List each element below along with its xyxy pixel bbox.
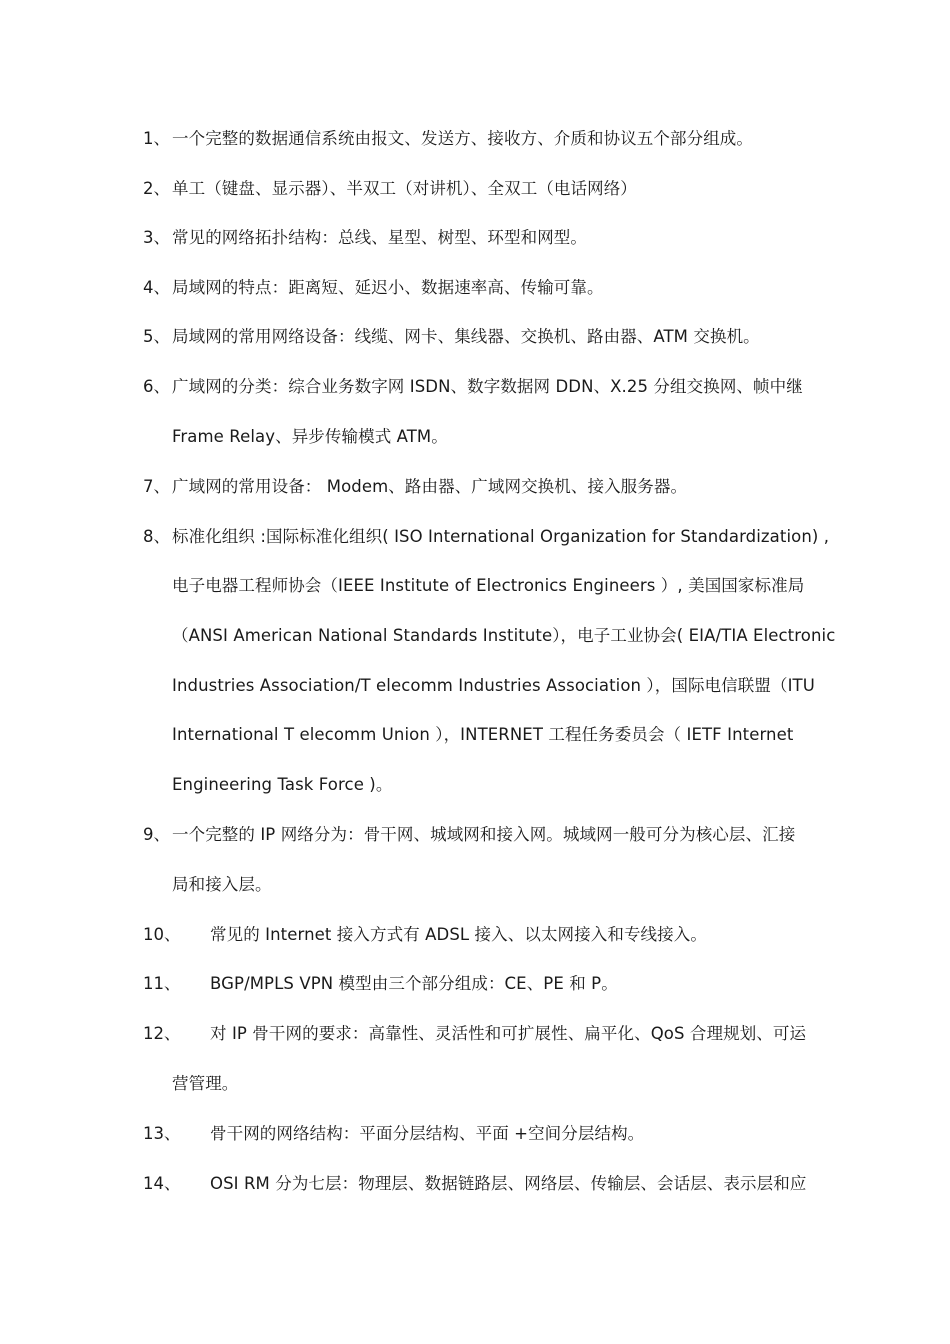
item-12-text-line-1: 对 IP 骨干网的要求：高靠性、灵活性和可扩展性、扁平化、QoS 合理规划、可运 (210, 1024, 807, 1043)
item-10-number: 10、 (143, 925, 181, 944)
item-13-number: 13、 (143, 1124, 181, 1143)
item-8-text-line-6: Engineering Task Force )。 (172, 775, 393, 794)
item-1-text: 一个完整的数据通信系统由报文、发送方、接收方、介质和协议五个部分组成。 (172, 129, 753, 148)
item-8-text-line-3: （ANSI American National Standards Institute），电子工业协会( EIA/TIA Electronic (172, 626, 836, 645)
item-12-number: 12、 (143, 1024, 181, 1043)
item-12-text-line-2: 营管理。 (172, 1074, 239, 1093)
item-3-number: 3、 (143, 228, 170, 247)
item-11-text: BGP/MPLS VPN 模型由三个部分组成：CE、PE 和 P。 (210, 974, 618, 993)
item-14-text: OSI RM 分为七层：物理层、数据链路层、网络层、传输层、会话层、表示层和应 (210, 1174, 807, 1193)
item-9-number: 9、 (143, 825, 170, 844)
item-14-number: 14、 (143, 1174, 181, 1193)
item-7-number: 7、 (143, 477, 170, 496)
item-5-text: 局域网的常用网络设备：线缆、网卡、集线器、交换机、路由器、ATM 交换机。 (172, 327, 760, 346)
item-9-text-line-1: 一个完整的 IP 网络分为：骨干网、城域网和接入网。城域网一般可分为核心层、汇接 (172, 825, 796, 844)
item-2-text: 单工（键盘、显示器）、半双工（对讲机）、全双工（电话网络） (172, 179, 637, 198)
item-5-number: 5、 (143, 327, 170, 346)
item-11-number: 11、 (143, 974, 181, 993)
item-8-text-line-4: Industries Association/T elecomm Industries Association ），国际电信联盟（ITU (172, 676, 815, 695)
item-4-text: 局域网的特点：距离短、延迟小、数据速率高、传输可靠。 (172, 278, 604, 297)
item-3-text: 常见的网络拓扑结构：总线、星型、树型、环型和网型。 (172, 228, 587, 247)
item-7-text: 广域网的常用设备： Modem、路由器、广域网交换机、接入服务器。 (172, 477, 688, 496)
item-6-text-line-2: Frame Relay、异步传输模式 ATM。 (172, 427, 448, 446)
item-8-text-line-1: 标准化组织 :国际标准化组织( ISO International Organization for Standardization) , (172, 527, 830, 546)
item-1-number: 1、 (143, 129, 170, 148)
item-8-text-line-5: International T elecomm Union ），INTERNET 工程任务委员会（ IETF Internet (172, 725, 794, 744)
item-8-number: 8、 (143, 527, 170, 546)
item-2-number: 2、 (143, 179, 170, 198)
item-9-text-line-2: 局和接入层。 (172, 875, 272, 894)
item-6-text-line-1: 广域网的分类：综合业务数字网 ISDN、数字数据网 DDN、X.25 分组交换网、帧中继 (172, 377, 803, 396)
item-13-text: 骨干网的网络结构：平面分层结构、平面 +空间分层结构。 (210, 1124, 645, 1143)
item-10-text: 常见的 Internet 接入方式有 ADSL 接入、以太网接入和专线接入。 (210, 925, 707, 944)
item-6-number: 6、 (143, 377, 170, 396)
item-8-text-line-2: 电子电器工程师协会（IEEE Institute of Electronics Engineers ）, 美国国家标准局 (172, 576, 805, 595)
item-4-number: 4、 (143, 278, 170, 297)
